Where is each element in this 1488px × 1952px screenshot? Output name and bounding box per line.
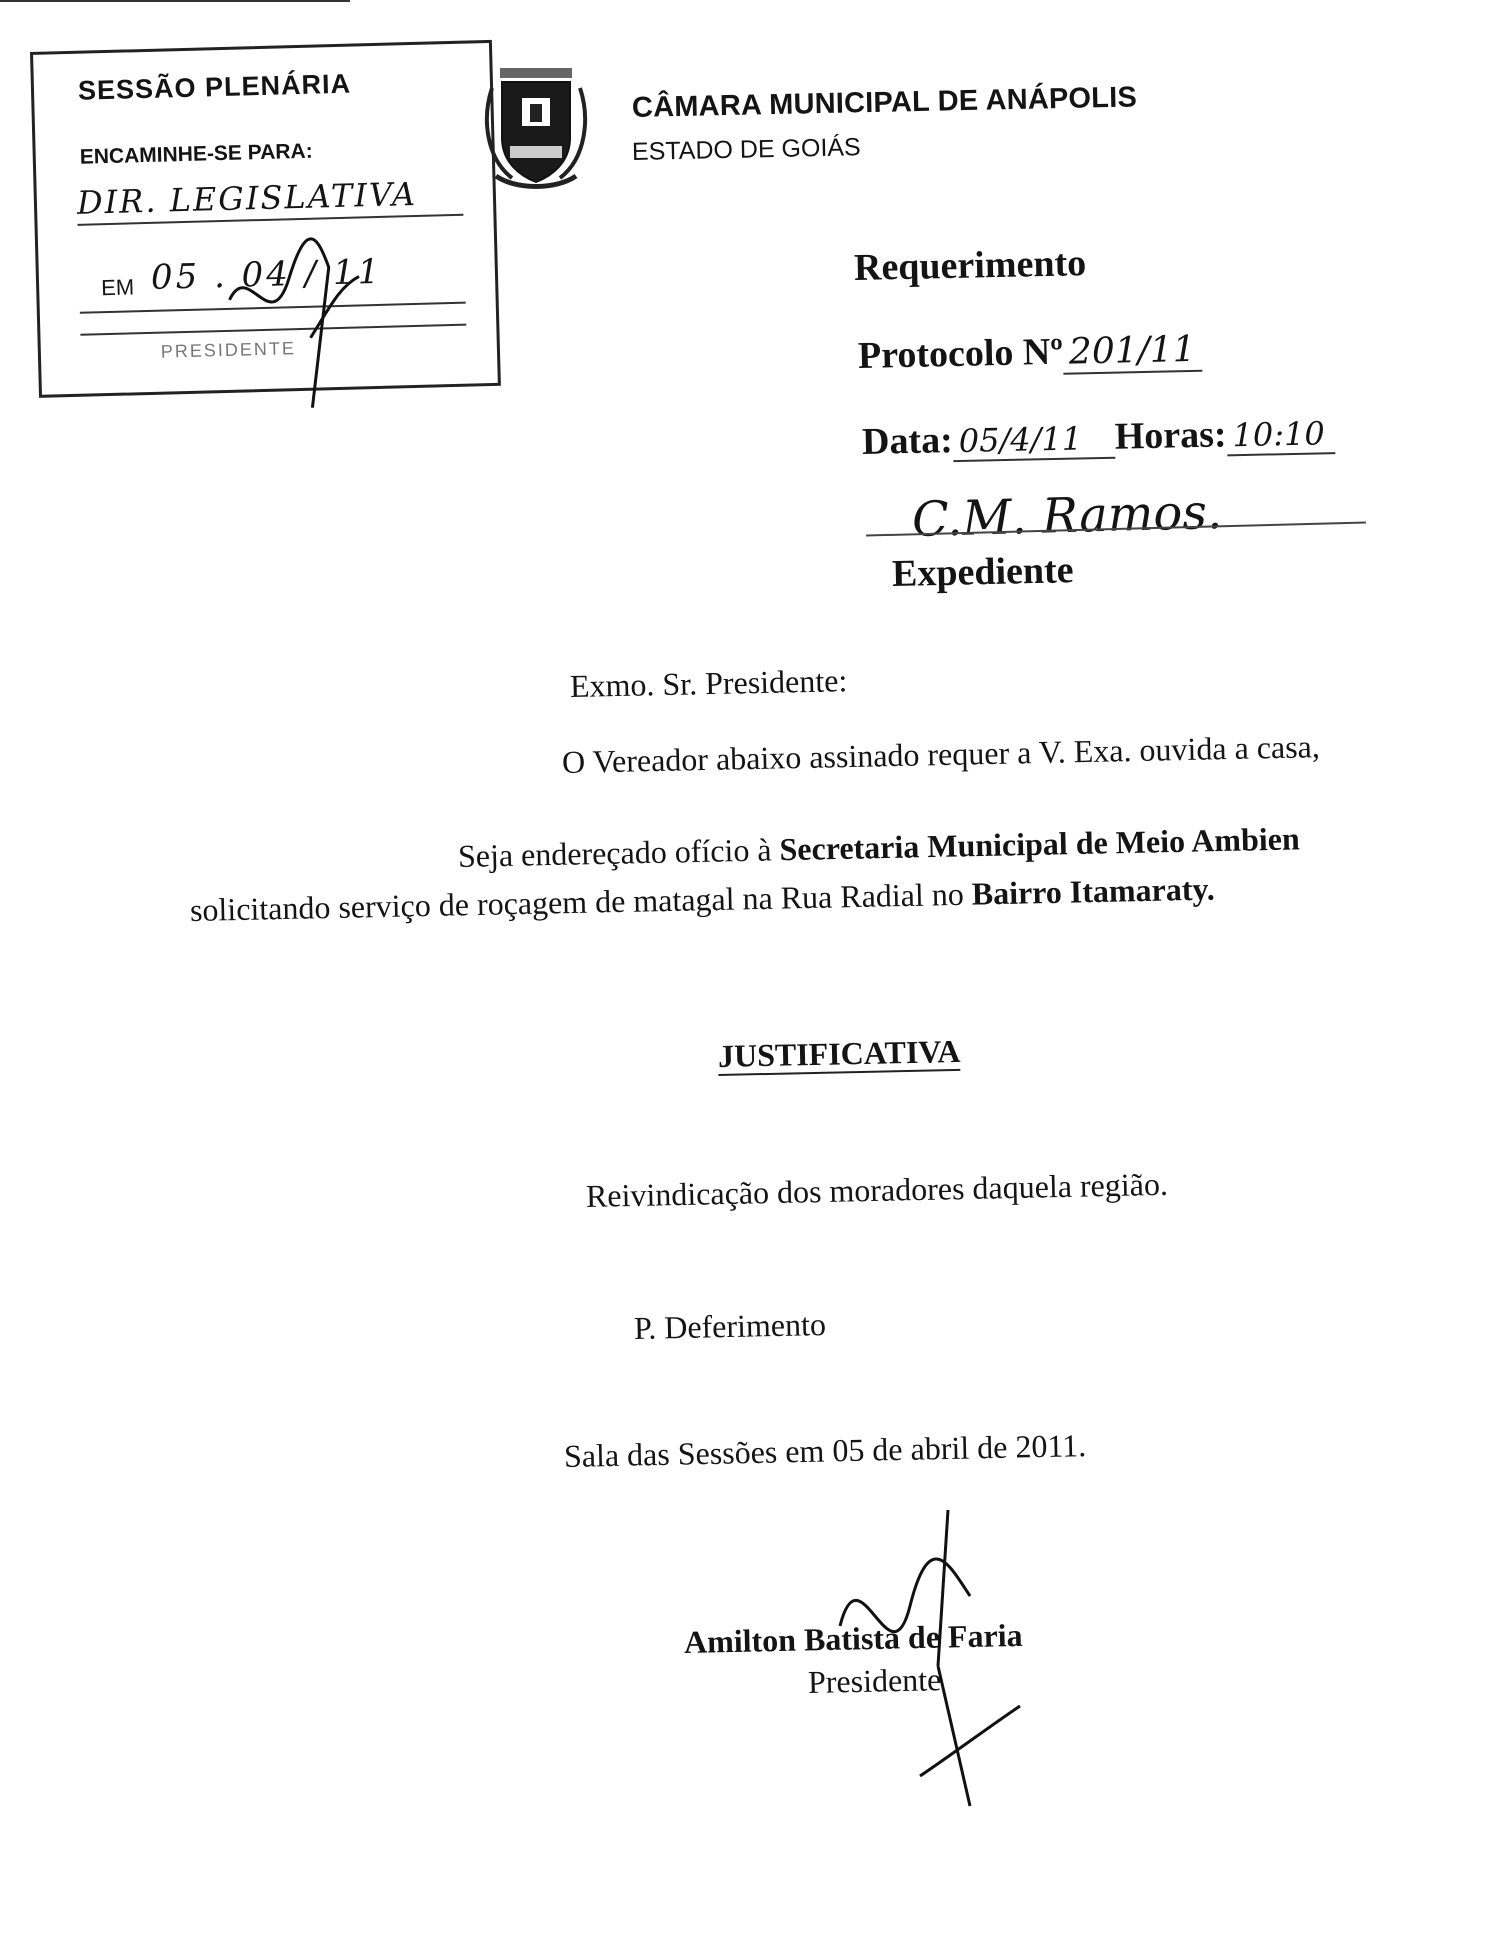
protocol-number-handwritten: 201/11 bbox=[1062, 329, 1202, 375]
justificativa-text: Reivindicação dos moradores daquela região. bbox=[585, 1165, 1169, 1214]
date-value-handwritten: 05/4/11 bbox=[952, 419, 1115, 462]
place-and-date: Sala das Sessões em 05 de abril de 2011. bbox=[563, 1427, 1087, 1474]
request-line-2 bbox=[190, 871, 1215, 929]
date-label: Data: bbox=[861, 419, 954, 463]
reception-stamp bbox=[30, 40, 501, 398]
stamp-president-text: PRESIDENTE bbox=[160, 338, 297, 362]
neighborhood-name: Bairro Itamaraty. bbox=[971, 870, 1216, 912]
stamp-destination-handwritten: DIR. LEGISLATIVA bbox=[76, 174, 418, 222]
hours-label: Horas: bbox=[1114, 413, 1228, 458]
clerk-signature: C.M. Ramos. bbox=[911, 483, 1223, 549]
stamp-forward-text: ENCAMINHE-SE PARA: bbox=[79, 139, 313, 169]
justificativa-title-text: JUSTIFICATIVA bbox=[717, 1032, 961, 1074]
salutation: Exmo. Sr. Presidente: bbox=[569, 662, 848, 704]
stamp-date-handwritten: 05 . 04 / 11 bbox=[150, 251, 383, 298]
intro-paragraph: O Vereador abaixo assinado requer a V. Exa. ouvida a casa, bbox=[561, 728, 1321, 780]
municipal-coat-of-arms bbox=[472, 58, 600, 198]
request-line-1 bbox=[458, 820, 1300, 875]
justificativa-title bbox=[718, 1033, 961, 1075]
hours-value-handwritten: 10:10 bbox=[1226, 414, 1335, 456]
org-name: CÂMARA MUNICIPAL DE ANÁPOLIS bbox=[631, 81, 1138, 124]
protocol-label: Protocolo Nº bbox=[857, 330, 1064, 377]
date-time-row bbox=[862, 410, 1335, 464]
expediente-label: Expediente bbox=[891, 549, 1074, 595]
state-name: ESTADO DE GOIÁS bbox=[631, 133, 861, 166]
request-line-2-text: solicitando serviço de roçagem de matagal na Rua Radial no bbox=[189, 875, 973, 928]
secretariat-name: Secretaria Municipal de Meio Ambien bbox=[779, 820, 1301, 868]
stamp-signature-scribble bbox=[217, 215, 422, 420]
signatory-name: Amilton Batista de Faria bbox=[683, 1616, 1023, 1660]
stamp-date-prefix: EM bbox=[100, 274, 135, 301]
request-line-1-text: Seja endereçado ofício à bbox=[457, 831, 780, 874]
scan-edge-line bbox=[0, 0, 350, 2]
document-type: Requerimento bbox=[853, 242, 1087, 289]
signatory-role: Presidente bbox=[807, 1661, 942, 1700]
closing-text: P. Deferimento bbox=[633, 1305, 827, 1346]
stamp-session-text: SESSÃO PLENÁRIA bbox=[77, 68, 352, 106]
protocol-row bbox=[858, 327, 1202, 379]
